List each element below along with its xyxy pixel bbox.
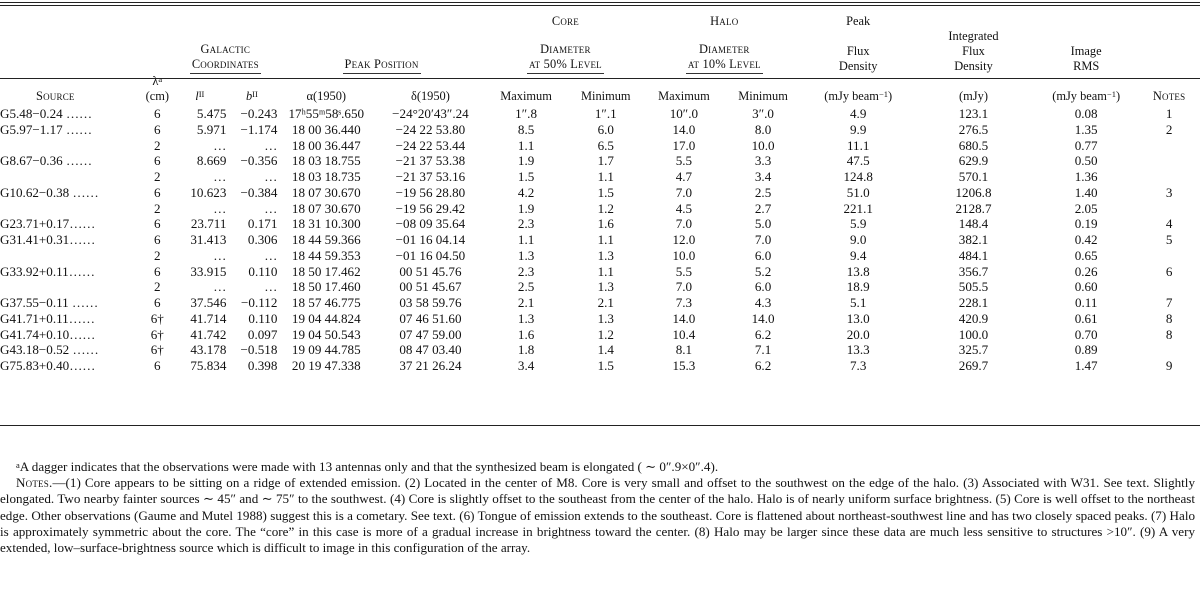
rms-cell: 1.40	[1074, 184, 1098, 200]
note-ref-cell	[1138, 169, 1200, 185]
source-name-cell: G8.67−0.36 ……	[0, 153, 93, 169]
halo-min-cell: 10.0	[751, 137, 775, 153]
halo-min-cell: 3.4	[754, 169, 772, 184]
note-ref-cell: 8	[1165, 310, 1173, 326]
rms-cell: 0.61	[1074, 310, 1098, 326]
galactic-l-cell: …	[213, 247, 227, 263]
note-ref-cell: 8	[1165, 326, 1173, 342]
core-min-cell: 1.5	[597, 184, 614, 200]
rms-header-line2: RMS	[1073, 59, 1100, 73]
halo-min-cell: 5.0	[754, 216, 772, 232]
dec-cell: −08 09 35.64	[395, 216, 466, 232]
rms-cell: 1.36	[1074, 169, 1098, 184]
galactic-b-cell: …	[264, 279, 278, 295]
galactic-l-cell: …	[213, 279, 227, 295]
peak-flux-cell: 124.8	[843, 169, 873, 184]
peak-flux-cell: 9.4	[850, 247, 867, 263]
rms-cell: 1.35	[1074, 121, 1098, 137]
ra-cell: 18 44 59.353	[291, 247, 361, 263]
peak-flux-unit: (mJy beam$^{-1}$)	[824, 89, 893, 103]
ra-cell: 17ʰ55ᵐ58ˢ.650	[288, 106, 365, 121]
table-row	[0, 311, 1200, 327]
core-min-cell: 6.0	[597, 121, 614, 137]
ra-cell: 18 57 46.775	[291, 295, 361, 310]
core-min-cell: 1.2	[597, 200, 614, 216]
rms-cell: 0.60	[1074, 279, 1098, 295]
halo-min-cell: 2.5	[754, 184, 772, 200]
core-max-cell: 1.8	[517, 342, 535, 358]
delta-header: δ(1950)	[411, 89, 450, 103]
core-max-cell: 8.5	[517, 121, 535, 137]
source-header: Source	[36, 89, 75, 103]
halo-min-cell: 4.3	[754, 295, 772, 310]
peak-flux-cell: 11.1	[846, 137, 870, 153]
core-max-header: Maximum	[500, 89, 552, 103]
integrated-flux-cell: 1206.8	[955, 184, 992, 200]
source-name-cell	[0, 138, 141, 154]
core-min-cell: 1.1	[597, 232, 614, 247]
peak-flux-cell: 4.9	[850, 106, 867, 121]
wavelength-cell: 6†	[150, 310, 164, 326]
ra-cell: 19 09 44.785	[291, 342, 361, 358]
table-row	[0, 185, 1200, 201]
wavelength-cell: 6	[154, 121, 161, 137]
halo-max-cell: 10.0	[672, 247, 696, 263]
core-min-cell: 1.3	[597, 247, 614, 263]
table-row	[0, 264, 1200, 280]
halo-min-cell: 8.0	[754, 121, 772, 137]
wavelength-cell: 6†	[150, 342, 164, 358]
note-ref-cell: 9	[1165, 358, 1173, 373]
table-row	[0, 201, 1200, 217]
note-ref-cell: 1	[1165, 106, 1173, 121]
table-row	[0, 232, 1200, 248]
peak-flux-header-line1: Peak	[846, 14, 871, 28]
dec-cell: −24 22 53.44	[395, 137, 466, 153]
dec-cell: −01 16 04.14	[395, 232, 466, 247]
dec-cell: 03 58 59.76	[399, 295, 462, 310]
ra-cell: 18 50 17.460	[291, 279, 361, 295]
rms-cell: 0.89	[1074, 342, 1098, 358]
peak-flux-cell: 18.9	[846, 279, 870, 295]
galactic-b-cell: 0.398	[247, 358, 278, 373]
wavelength-cell: 6	[154, 153, 161, 169]
galactic-b-cell: …	[264, 137, 278, 153]
halo-min-cell: 7.1	[754, 342, 772, 358]
ra-cell: 18 44 59.366	[291, 232, 361, 247]
ra-cell: 20 19 47.338	[291, 358, 361, 373]
galactic-b-cell: −0.518	[240, 342, 278, 358]
int-flux-header-line3: Density	[954, 59, 993, 73]
galactic-l-cell: 5.971	[196, 121, 227, 137]
bottom-rule	[0, 425, 1200, 426]
source-name-cell: G31.41+0.31……	[0, 232, 96, 247]
halo-min-cell: 6.0	[754, 279, 772, 295]
ra-cell: 19 04 44.824	[291, 310, 361, 326]
int-flux-unit: (mJy)	[959, 89, 988, 103]
rms-cell: 0.50	[1074, 153, 1098, 169]
ra-cell: 18 03 18.735	[291, 169, 361, 184]
alpha-header: α(1950)	[306, 89, 347, 103]
integrated-flux-cell: 276.5	[958, 121, 989, 137]
int-flux-header-line2: Flux	[962, 44, 985, 58]
core-max-cell: 1.3	[517, 310, 535, 326]
halo-max-cell: 5.5	[675, 263, 693, 279]
halo-max-cell: 7.0	[675, 184, 693, 200]
halo-max-cell: 10″.0	[669, 106, 699, 121]
note-ref-cell	[1138, 248, 1200, 264]
wavelength-cell: 6	[154, 216, 161, 232]
ra-cell: 18 03 18.755	[291, 153, 361, 169]
galactic-b-cell: …	[264, 200, 278, 216]
galactic-b-cell: −0.112	[241, 295, 278, 310]
halo-min-header: Minimum	[738, 89, 788, 103]
core-max-cell: 1.5	[517, 169, 535, 184]
source-name-cell: G43.18−0.52 ……	[0, 342, 99, 358]
core-max-cell: 1.9	[517, 153, 535, 169]
halo-max-cell: 4.7	[675, 169, 693, 184]
integrated-flux-cell: 228.1	[958, 295, 989, 310]
dec-cell: 37 21 26.24	[399, 358, 462, 373]
halo-min-cell: 6.2	[754, 326, 772, 342]
b-header-sup: II	[252, 89, 258, 99]
core-min-cell: 1.4	[597, 342, 614, 358]
galactic-b-cell: 0.306	[247, 232, 278, 247]
integrated-flux-cell: 420.9	[958, 310, 989, 326]
core-min-cell: 1.3	[597, 310, 614, 326]
int-flux-header-line1: Integrated	[948, 29, 999, 43]
source-name-cell: G10.62−0.38 ……	[0, 184, 99, 200]
table-row	[0, 122, 1200, 138]
note-ref-cell	[1138, 279, 1200, 295]
source-name-cell: G41.74+0.10……	[0, 326, 96, 342]
rms-unit: (mJy beam$^{-1}$)	[1052, 89, 1121, 103]
galactic-b-cell: 0.097	[247, 326, 278, 342]
core-min-cell: 1.3	[597, 279, 614, 295]
source-name-cell: G41.71+0.11……	[0, 310, 95, 326]
halo-header-line1: Halo	[710, 14, 739, 28]
rms-cell: 0.19	[1074, 216, 1098, 232]
wavelength-cell: 6	[154, 263, 161, 279]
note-ref-cell	[1138, 201, 1200, 217]
table-row	[0, 248, 1200, 264]
core-max-cell: 2.3	[517, 216, 535, 232]
rms-cell: 0.42	[1074, 232, 1098, 247]
galactic-l-cell: 10.623	[190, 184, 227, 200]
b-header: b	[245, 89, 253, 103]
wavelength-cell: 2	[154, 200, 161, 216]
table-row	[0, 327, 1200, 343]
core-min-cell: 1.6	[597, 216, 614, 232]
source-name-cell: G37.55−0.11 ……	[0, 295, 99, 310]
galactic-l-cell: 75.834	[190, 358, 227, 373]
ra-cell: 18 07 30.670	[291, 184, 361, 200]
halo-min-cell: 14.0	[751, 310, 775, 326]
ra-cell: 18 00 36.447	[291, 137, 361, 153]
lambda-unit: (cm)	[145, 89, 169, 103]
peak-flux-header-line2: Flux	[846, 44, 870, 58]
halo-max-cell: 7.0	[675, 279, 693, 295]
halo-header-line3: at 10% Level	[686, 57, 763, 74]
top-rule	[0, 2, 1200, 3]
halo-max-cell: 14.0	[672, 310, 696, 326]
galactic-l-cell: 31.413	[190, 232, 227, 247]
footnote-a: $^a$A dagger indicates that the observations were made with 13 antennas only and that the synthesized beam is elongated ( ∼ 0″.9×0″.4).	[16, 459, 719, 474]
l-header: l	[195, 89, 199, 103]
footnotes	[0, 459, 1195, 556]
dec-cell: −01 16 04.50	[395, 247, 466, 263]
integrated-flux-cell: 123.1	[958, 106, 989, 121]
halo-max-cell: 14.0	[672, 121, 696, 137]
core-max-cell: 4.2	[517, 184, 535, 200]
table-row	[0, 295, 1200, 311]
galactic-b-cell: 0.171	[247, 216, 278, 232]
ra-cell: 19 04 50.543	[291, 326, 361, 342]
integrated-flux-cell: 680.5	[958, 137, 989, 153]
wavelength-cell: 2	[154, 279, 161, 295]
halo-max-cell: 10.4	[672, 326, 696, 342]
core-min-header: Minimum	[581, 89, 631, 103]
halo-min-cell: 7.0	[754, 232, 772, 247]
rms-header-line1: Image	[1070, 44, 1102, 58]
peak-flux-header-line3: Density	[838, 59, 878, 73]
wavelength-cell: 6	[154, 358, 161, 373]
table-row	[0, 104, 1200, 122]
halo-min-cell: 3.3	[754, 153, 772, 169]
integrated-flux-cell: 356.7	[958, 263, 989, 279]
rms-cell: 0.70	[1074, 326, 1098, 342]
integrated-flux-cell: 570.1	[958, 169, 989, 184]
galactic-b-cell: −0.384	[240, 184, 278, 200]
halo-max-cell: 17.0	[672, 137, 696, 153]
rms-cell: 0.08	[1074, 106, 1098, 121]
integrated-flux-cell: 505.5	[958, 279, 989, 295]
dec-cell: 08 47 03.40	[399, 342, 462, 358]
core-max-cell: 1.1	[517, 232, 535, 247]
source-name-cell: G5.97−1.17 ……	[0, 121, 93, 137]
peak-flux-cell: 51.0	[846, 184, 870, 200]
wavelength-cell: 6	[154, 295, 161, 310]
galactic-b-cell: 0.110	[248, 310, 278, 326]
galactic-b-cell: …	[264, 169, 278, 184]
core-max-cell: 1.3	[517, 247, 535, 263]
dec-cell: −19 56 29.42	[395, 200, 466, 216]
table-row	[0, 169, 1200, 185]
integrated-flux-cell: 269.7	[958, 358, 989, 373]
peak-flux-cell: 5.1	[850, 295, 867, 310]
integrated-flux-cell: 484.1	[958, 247, 989, 263]
core-header-line3: at 50% Level	[527, 57, 604, 74]
peak-flux-cell: 221.1	[843, 200, 873, 216]
core-max-cell: 2.5	[517, 279, 535, 295]
ra-cell: 18 07 30.670	[291, 200, 361, 216]
galactic-l-cell: 23.711	[190, 216, 227, 232]
galactic-l-cell: 37.546	[190, 295, 227, 310]
table-row	[0, 342, 1200, 358]
halo-max-cell: 4.5	[675, 200, 693, 216]
notes-text: —(1) Core appears to be sitting on a ridge of extended emission. (2) Located in the center of M8. Core is very small and offset to the southwest on the edge of the halo. (3) Associated with W31. See text. Slightly elongated. Two nearby fainter sources ∼ 45″ and ∼ 75″ to the southwest. (4) Core is slightly offset to the southeast from the center of the halo. Halo is of nearly uniform surface brightness. (5) Core is well offset to the northeast edge. Other observations (Gaume and Mutel 1988) suggest this is a cometary. See text. (6) Tongue of emission extends to the southeast. Core is flattened about northeast-southwest line and has two closely spaced peaks. (7) Halo is approximately symmetric about the core. The “core” in this case is more of a gradual increase in brightness toward the center. (8) Halo may be larger since these data are much less sensitive to structures >10″. (9) A very extended, low–surface-brightness source which is difficult to image in this configuration of the array.	[0, 475, 1195, 556]
rms-cell: 0.77	[1074, 137, 1098, 153]
integrated-flux-cell: 100.0	[958, 326, 989, 342]
note-ref-cell: 4	[1165, 216, 1173, 232]
peak-position-header: Peak Position	[343, 57, 421, 74]
core-header-line2: Diameter	[540, 42, 591, 56]
source-name-cell: G75.83+0.40……	[0, 358, 96, 373]
core-max-cell: 2.3	[517, 263, 535, 279]
integrated-flux-cell: 382.1	[958, 232, 989, 247]
galactic-l-cell: 41.714	[190, 310, 227, 326]
halo-min-cell: 6.0	[754, 247, 772, 263]
ra-cell: 18 50 17.462	[291, 263, 361, 279]
core-min-cell: 1.1	[597, 169, 614, 184]
peak-flux-cell: 20.0	[846, 326, 870, 342]
ra-cell: 18 31 10.300	[291, 216, 361, 232]
halo-max-header: Maximum	[658, 89, 710, 103]
galactic-b-cell: 0.110	[248, 263, 278, 279]
integrated-flux-cell: 629.9	[958, 153, 989, 169]
peak-flux-cell: 13.0	[846, 310, 870, 326]
note-ref-cell: 3	[1165, 184, 1173, 200]
integrated-flux-cell: 325.7	[958, 342, 989, 358]
halo-max-cell: 7.0	[675, 216, 693, 232]
table-row	[0, 279, 1200, 295]
source-name-cell: G5.48−0.24 ……	[0, 106, 93, 121]
halo-min-cell: 2.7	[754, 200, 772, 216]
core-max-cell: 1.6	[517, 326, 535, 342]
galactic-b-cell: −0.243	[240, 106, 278, 121]
peak-flux-cell: 5.9	[850, 216, 867, 232]
wavelength-cell: 6	[154, 106, 161, 121]
peak-flux-cell: 13.3	[846, 342, 870, 358]
halo-min-cell: 6.2	[754, 358, 772, 373]
core-max-cell: 2.1	[517, 295, 535, 310]
integrated-flux-cell: 148.4	[958, 216, 989, 232]
rms-cell: 1.47	[1074, 358, 1098, 373]
peak-flux-cell: 7.3	[850, 358, 867, 373]
wavelength-cell: 6	[154, 232, 161, 247]
galactic-header-line2: Coordinates	[190, 57, 261, 74]
source-name-cell	[0, 201, 141, 217]
halo-max-cell: 8.1	[675, 342, 693, 358]
core-max-cell: 1.1	[517, 137, 535, 153]
source-table	[0, 6, 1200, 374]
galactic-l-cell: 41.742	[190, 326, 227, 342]
halo-max-cell: 7.3	[675, 295, 693, 310]
rms-cell: 2.05	[1074, 200, 1098, 216]
peak-flux-cell: 9.9	[850, 121, 867, 137]
dec-cell: 07 47 59.00	[399, 326, 462, 342]
halo-header-line2: Diameter	[699, 42, 750, 56]
galactic-l-cell: 5.475	[196, 106, 227, 121]
table-row	[0, 153, 1200, 169]
galactic-b-cell: −1.174	[240, 121, 278, 137]
note-ref-cell: 6	[1165, 263, 1173, 279]
core-min-cell: 1.5	[597, 358, 614, 373]
wavelength-cell: 2	[154, 137, 161, 153]
header-rule	[0, 78, 1200, 79]
note-ref-cell: 2	[1165, 121, 1173, 137]
core-header-line1: Core	[551, 14, 579, 28]
galactic-l-cell: …	[213, 137, 227, 153]
note-ref-cell: 7	[1165, 295, 1173, 310]
core-min-cell: 2.1	[597, 295, 614, 310]
ra-cell: 18 00 36.440	[291, 121, 361, 137]
lambda-header: $\lambda^a$	[152, 74, 163, 88]
source-name-cell	[0, 248, 141, 264]
halo-min-cell: 3″.0	[752, 106, 774, 121]
rms-cell: 0.65	[1074, 247, 1098, 263]
core-max-cell: 1″.8	[515, 106, 537, 121]
table-row	[0, 216, 1200, 232]
wavelength-cell: 2	[154, 247, 161, 263]
peak-flux-cell: 13.8	[846, 263, 870, 279]
rms-cell: 0.26	[1074, 263, 1098, 279]
core-min-cell: 1.7	[597, 153, 614, 169]
l-header-sup: II	[198, 89, 205, 99]
table-row	[0, 358, 1200, 374]
source-name-cell	[0, 169, 141, 185]
note-ref-cell	[1138, 138, 1200, 154]
table-notes	[0, 475, 1195, 556]
integrated-flux-cell: 2128.7	[955, 200, 992, 216]
dec-cell: −24 22 53.80	[395, 121, 466, 137]
dec-cell: −21 37 53.16	[395, 169, 466, 184]
dec-cell: −21 37 53.38	[395, 153, 466, 169]
wavelength-cell: 2	[154, 169, 161, 184]
note-ref-cell	[1138, 342, 1200, 358]
halo-max-cell: 15.3	[672, 358, 696, 373]
galactic-l-cell: 33.915	[190, 263, 227, 279]
galactic-l-cell: …	[213, 200, 227, 216]
core-min-cell: 1.1	[597, 263, 614, 279]
galactic-b-cell: …	[264, 247, 278, 263]
core-max-cell: 1.9	[517, 200, 535, 216]
peak-flux-cell: 9.0	[850, 232, 867, 247]
source-name-cell: G23.71+0.17……	[0, 216, 96, 232]
wavelength-cell: 6	[154, 184, 161, 200]
source-name-cell	[0, 279, 141, 295]
galactic-l-cell: 43.178	[190, 342, 227, 358]
core-min-cell: 1.2	[597, 326, 614, 342]
galactic-l-cell: …	[213, 169, 227, 184]
wavelength-cell: 6†	[150, 326, 164, 342]
dec-cell: −24°20′43″.24	[392, 106, 469, 121]
halo-max-cell: 5.5	[675, 153, 693, 169]
note-ref-cell: 5	[1165, 232, 1173, 247]
peak-flux-cell: 47.5	[846, 153, 870, 169]
table-row	[0, 138, 1200, 154]
source-name-cell: G33.92+0.11……	[0, 263, 95, 279]
core-max-cell: 3.4	[517, 358, 535, 373]
dec-cell: 00 51 45.76	[399, 263, 462, 279]
dec-cell: 07 46 51.60	[399, 310, 462, 326]
dec-cell: 00 51 45.67	[399, 279, 462, 295]
notes-label: Notes.	[16, 475, 53, 491]
dec-cell: −19 56 28.80	[395, 184, 466, 200]
galactic-l-cell: 8.669	[196, 153, 227, 169]
note-ref-cell	[1138, 153, 1200, 169]
notes-header: Notes	[1152, 89, 1186, 103]
table-body	[0, 104, 1200, 374]
galactic-b-cell: −0.356	[240, 153, 278, 169]
core-min-cell: 6.5	[597, 137, 614, 153]
rms-cell: 0.11	[1074, 295, 1098, 310]
galactic-header-line1: Galactic	[200, 42, 251, 56]
halo-min-cell: 5.2	[754, 263, 772, 279]
halo-max-cell: 12.0	[672, 232, 696, 247]
core-min-cell: 1″.1	[594, 106, 617, 121]
